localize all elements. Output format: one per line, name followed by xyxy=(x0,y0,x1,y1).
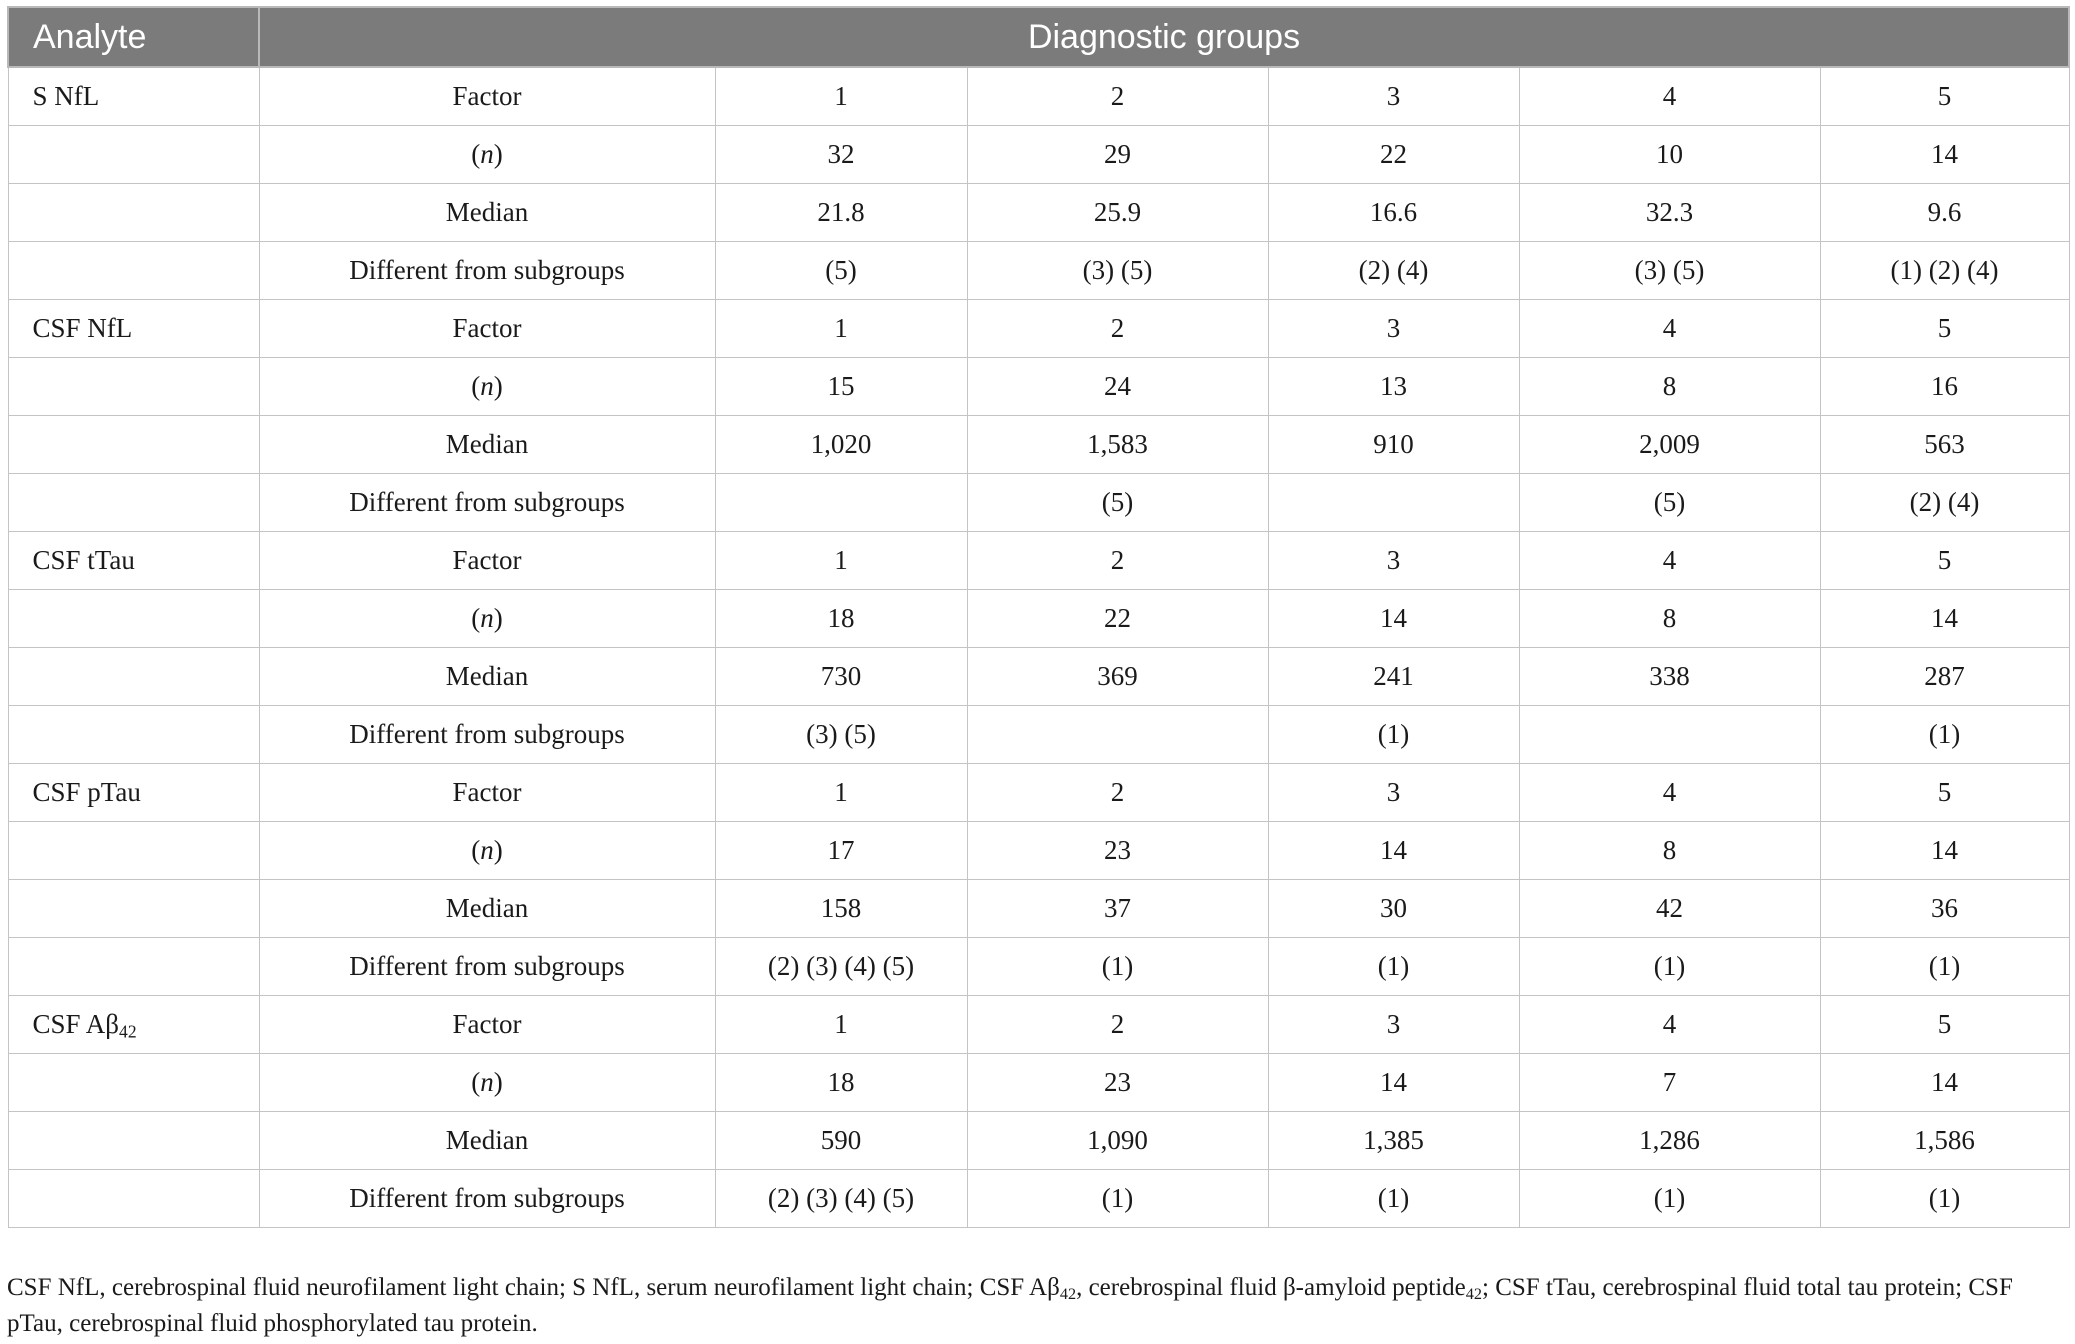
table-header-row xyxy=(8,7,2069,67)
n-cell-group-1: 17 xyxy=(715,822,967,880)
analyte-cell-empty xyxy=(8,416,259,474)
n-cell-group-5: 14 xyxy=(1820,126,2069,184)
factor-cell-group-5: 5 xyxy=(1820,764,2069,822)
median-cell-group-5: 9.6 xyxy=(1820,184,2069,242)
n-letter: n xyxy=(480,835,494,865)
diff-cell-group-2: (5) xyxy=(967,474,1268,532)
diff-cell-group-5: (1) (2) (4) xyxy=(1820,242,2069,300)
table-row xyxy=(8,67,2069,126)
table-row xyxy=(8,358,2069,416)
factor-cell-group-2: 2 xyxy=(967,532,1268,590)
table-row xyxy=(8,474,2069,532)
row-label-diff: Different from subgroups xyxy=(259,938,715,996)
factor-cell-group-4: 4 xyxy=(1519,532,1820,590)
factor-cell-group-2: 2 xyxy=(967,996,1268,1054)
table-row xyxy=(8,880,2069,938)
analyte-cell-empty xyxy=(8,474,259,532)
analyte-cell-empty xyxy=(8,1054,259,1112)
analyte-label: CSF NfL xyxy=(32,313,133,343)
median-cell-group-3: 16.6 xyxy=(1268,184,1519,242)
factor-cell-group-1: 1 xyxy=(715,67,967,126)
diff-cell-group-1: (2) (3) (4) (5) xyxy=(715,938,967,996)
factor-cell-group-3: 3 xyxy=(1268,764,1519,822)
factor-cell-group-1: 1 xyxy=(715,532,967,590)
n-cell-group-4: 8 xyxy=(1519,822,1820,880)
analyte-name xyxy=(8,532,259,590)
median-cell-group-4: 42 xyxy=(1519,880,1820,938)
diff-cell-group-4: (3) (5) xyxy=(1519,242,1820,300)
n-cell-group-5: 16 xyxy=(1820,358,2069,416)
n-cell-group-4: 8 xyxy=(1519,358,1820,416)
factor-cell-group-1: 1 xyxy=(715,300,967,358)
diff-cell-group-2 xyxy=(967,706,1268,764)
factor-cell-group-4: 4 xyxy=(1519,67,1820,126)
n-cell-group-3: 14 xyxy=(1268,822,1519,880)
n-cell-group-2: 24 xyxy=(967,358,1268,416)
paren-close: ) xyxy=(493,1067,503,1097)
analyte-label: CSF pTau xyxy=(32,777,141,807)
diff-cell-group-5: (1) xyxy=(1820,1170,2069,1228)
diff-cell-group-5: (1) xyxy=(1820,938,2069,996)
factor-cell-group-4: 4 xyxy=(1519,996,1820,1054)
diff-cell-group-1 xyxy=(715,474,967,532)
paren-open: ( xyxy=(471,835,481,865)
analyte-subscript: 42 xyxy=(119,1021,137,1042)
row-label-factor: Factor xyxy=(259,996,715,1054)
table-row xyxy=(8,996,2069,1054)
analyte-cell-empty xyxy=(8,184,259,242)
analyte-name xyxy=(8,764,259,822)
median-cell-group-2: 369 xyxy=(967,648,1268,706)
row-label-factor: Factor xyxy=(259,300,715,358)
row-label-median: Median xyxy=(259,648,715,706)
row-label-median: Median xyxy=(259,880,715,938)
diff-cell-group-3: (1) xyxy=(1268,1170,1519,1228)
median-cell-group-5: 287 xyxy=(1820,648,2069,706)
n-cell-group-5: 14 xyxy=(1820,590,2069,648)
row-label-n xyxy=(259,590,715,648)
factor-cell-group-2: 2 xyxy=(967,300,1268,358)
median-cell-group-2: 37 xyxy=(967,880,1268,938)
n-cell-group-4: 8 xyxy=(1519,590,1820,648)
n-cell-group-1: 18 xyxy=(715,590,967,648)
row-label-n xyxy=(259,358,715,416)
median-cell-group-1: 590 xyxy=(715,1112,967,1170)
table-row xyxy=(8,532,2069,590)
paren-close: ) xyxy=(493,835,503,865)
row-label-factor: Factor xyxy=(259,67,715,126)
diff-cell-group-4 xyxy=(1519,706,1820,764)
n-cell-group-1: 15 xyxy=(715,358,967,416)
factor-cell-group-2: 2 xyxy=(967,67,1268,126)
analyte-label: CSF tTau xyxy=(32,545,135,575)
row-label-n xyxy=(259,822,715,880)
table-container xyxy=(7,6,2068,1228)
analyte-cell-empty xyxy=(8,242,259,300)
paren-open: ( xyxy=(471,603,481,633)
n-letter: n xyxy=(480,1067,494,1097)
diff-cell-group-3: (1) xyxy=(1268,706,1519,764)
factor-cell-group-3: 3 xyxy=(1268,67,1519,126)
row-label-factor: Factor xyxy=(259,764,715,822)
analyte-cell-empty xyxy=(8,1112,259,1170)
factor-cell-group-2: 2 xyxy=(967,764,1268,822)
n-cell-group-2: 23 xyxy=(967,1054,1268,1112)
factor-cell-group-5: 5 xyxy=(1820,532,2069,590)
factor-cell-group-4: 4 xyxy=(1519,300,1820,358)
table-row xyxy=(8,822,2069,880)
factor-cell-group-5: 5 xyxy=(1820,996,2069,1054)
n-cell-group-2: 23 xyxy=(967,822,1268,880)
table-row xyxy=(8,938,2069,996)
footnote-part: CSF NfL, cerebrospinal fluid neurofilament light chain; S NfL, serum neurofilament light chain; CSF Aβ xyxy=(7,1274,1060,1301)
paren-close: ) xyxy=(493,603,503,633)
n-cell-group-5: 14 xyxy=(1820,1054,2069,1112)
table-row xyxy=(8,1112,2069,1170)
factor-cell-group-5: 5 xyxy=(1820,67,2069,126)
n-cell-group-1: 32 xyxy=(715,126,967,184)
analyte-cell-empty xyxy=(8,358,259,416)
row-label-median: Median xyxy=(259,184,715,242)
median-cell-group-2: 1,583 xyxy=(967,416,1268,474)
diff-cell-group-2: (3) (5) xyxy=(967,242,1268,300)
factor-cell-group-4: 4 xyxy=(1519,764,1820,822)
n-cell-group-3: 13 xyxy=(1268,358,1519,416)
median-cell-group-5: 1,586 xyxy=(1820,1112,2069,1170)
median-cell-group-2: 25.9 xyxy=(967,184,1268,242)
table-row xyxy=(8,242,2069,300)
results-table xyxy=(7,6,2070,1228)
diff-cell-group-2: (1) xyxy=(967,1170,1268,1228)
analyte-label: CSF Aβ xyxy=(32,1009,120,1039)
row-label-diff: Different from subgroups xyxy=(259,706,715,764)
table-row xyxy=(8,184,2069,242)
analyte-cell-empty xyxy=(8,590,259,648)
diff-cell-group-4: (5) xyxy=(1519,474,1820,532)
header-analyte: Analyte xyxy=(8,7,259,67)
analyte-name xyxy=(8,996,259,1054)
diff-cell-group-2: (1) xyxy=(967,938,1268,996)
row-label-n xyxy=(259,1054,715,1112)
analyte-cell-empty xyxy=(8,1170,259,1228)
median-cell-group-1: 730 xyxy=(715,648,967,706)
table-row xyxy=(8,764,2069,822)
footnote-part: , cerebrospinal fluid β-amyloid peptide xyxy=(1076,1274,1466,1301)
analyte-name xyxy=(8,67,259,126)
factor-cell-group-3: 3 xyxy=(1268,532,1519,590)
analyte-cell-empty xyxy=(8,822,259,880)
n-cell-group-4: 10 xyxy=(1519,126,1820,184)
diff-cell-group-3 xyxy=(1268,474,1519,532)
median-cell-group-5: 36 xyxy=(1820,880,2069,938)
median-cell-group-2: 1,090 xyxy=(967,1112,1268,1170)
paren-open: ( xyxy=(471,139,481,169)
n-letter: n xyxy=(480,139,494,169)
n-letter: n xyxy=(480,603,494,633)
table-row xyxy=(8,648,2069,706)
median-cell-group-4: 2,009 xyxy=(1519,416,1820,474)
table-row xyxy=(8,1170,2069,1228)
diff-cell-group-5: (2) (4) xyxy=(1820,474,2069,532)
analyte-cell-empty xyxy=(8,126,259,184)
n-cell-group-2: 29 xyxy=(967,126,1268,184)
median-cell-group-5: 563 xyxy=(1820,416,2069,474)
diff-cell-group-1: (3) (5) xyxy=(715,706,967,764)
analyte-name xyxy=(8,300,259,358)
diff-cell-group-1: (2) (3) (4) (5) xyxy=(715,1170,967,1228)
row-label-diff: Different from subgroups xyxy=(259,242,715,300)
diff-cell-group-5: (1) xyxy=(1820,706,2069,764)
factor-cell-group-1: 1 xyxy=(715,764,967,822)
diff-cell-group-3: (2) (4) xyxy=(1268,242,1519,300)
row-label-factor: Factor xyxy=(259,532,715,590)
factor-cell-group-1: 1 xyxy=(715,996,967,1054)
row-label-median: Median xyxy=(259,416,715,474)
n-cell-group-4: 7 xyxy=(1519,1054,1820,1112)
table-row xyxy=(8,300,2069,358)
header-diagnostic-groups: Diagnostic groups xyxy=(259,7,2069,67)
paren-open: ( xyxy=(471,371,481,401)
median-cell-group-4: 1,286 xyxy=(1519,1112,1820,1170)
table-row xyxy=(8,590,2069,648)
factor-cell-group-5: 5 xyxy=(1820,300,2069,358)
n-cell-group-2: 22 xyxy=(967,590,1268,648)
table-body xyxy=(8,67,2069,1228)
paren-close: ) xyxy=(493,139,503,169)
row-label-diff: Different from subgroups xyxy=(259,1170,715,1228)
table-footnote xyxy=(7,1270,2057,1342)
n-cell-group-3: 14 xyxy=(1268,1054,1519,1112)
factor-cell-group-3: 3 xyxy=(1268,300,1519,358)
analyte-cell-empty xyxy=(8,706,259,764)
footnote-subscript: 42 xyxy=(1465,1285,1483,1304)
footnote-part: ; CSF tTau, cerebrospinal fluid total tau protein; CSF pTau, cerebrospinal fluid phosphorylated tau protein. xyxy=(7,1274,2013,1337)
diff-cell-group-3: (1) xyxy=(1268,938,1519,996)
n-cell-group-3: 14 xyxy=(1268,590,1519,648)
n-cell-group-5: 14 xyxy=(1820,822,2069,880)
diff-cell-group-1: (5) xyxy=(715,242,967,300)
median-cell-group-1: 21.8 xyxy=(715,184,967,242)
median-cell-group-3: 241 xyxy=(1268,648,1519,706)
table-row xyxy=(8,706,2069,764)
n-letter: n xyxy=(480,371,494,401)
n-cell-group-1: 18 xyxy=(715,1054,967,1112)
table-row xyxy=(8,416,2069,474)
n-cell-group-3: 22 xyxy=(1268,126,1519,184)
table-row xyxy=(8,1054,2069,1112)
row-label-median: Median xyxy=(259,1112,715,1170)
analyte-cell-empty xyxy=(8,880,259,938)
factor-cell-group-3: 3 xyxy=(1268,996,1519,1054)
median-cell-group-1: 158 xyxy=(715,880,967,938)
median-cell-group-3: 910 xyxy=(1268,416,1519,474)
footnote-subscript: 42 xyxy=(1059,1285,1077,1304)
paren-open: ( xyxy=(471,1067,481,1097)
analyte-cell-empty xyxy=(8,648,259,706)
paren-close: ) xyxy=(493,371,503,401)
analyte-cell-empty xyxy=(8,938,259,996)
row-label-n xyxy=(259,126,715,184)
median-cell-group-3: 1,385 xyxy=(1268,1112,1519,1170)
row-label-diff: Different from subgroups xyxy=(259,474,715,532)
table-row xyxy=(8,126,2069,184)
diff-cell-group-4: (1) xyxy=(1519,1170,1820,1228)
analyte-label: S NfL xyxy=(32,81,100,111)
diff-cell-group-4: (1) xyxy=(1519,938,1820,996)
median-cell-group-4: 338 xyxy=(1519,648,1820,706)
median-cell-group-4: 32.3 xyxy=(1519,184,1820,242)
median-cell-group-3: 30 xyxy=(1268,880,1519,938)
median-cell-group-1: 1,020 xyxy=(715,416,967,474)
